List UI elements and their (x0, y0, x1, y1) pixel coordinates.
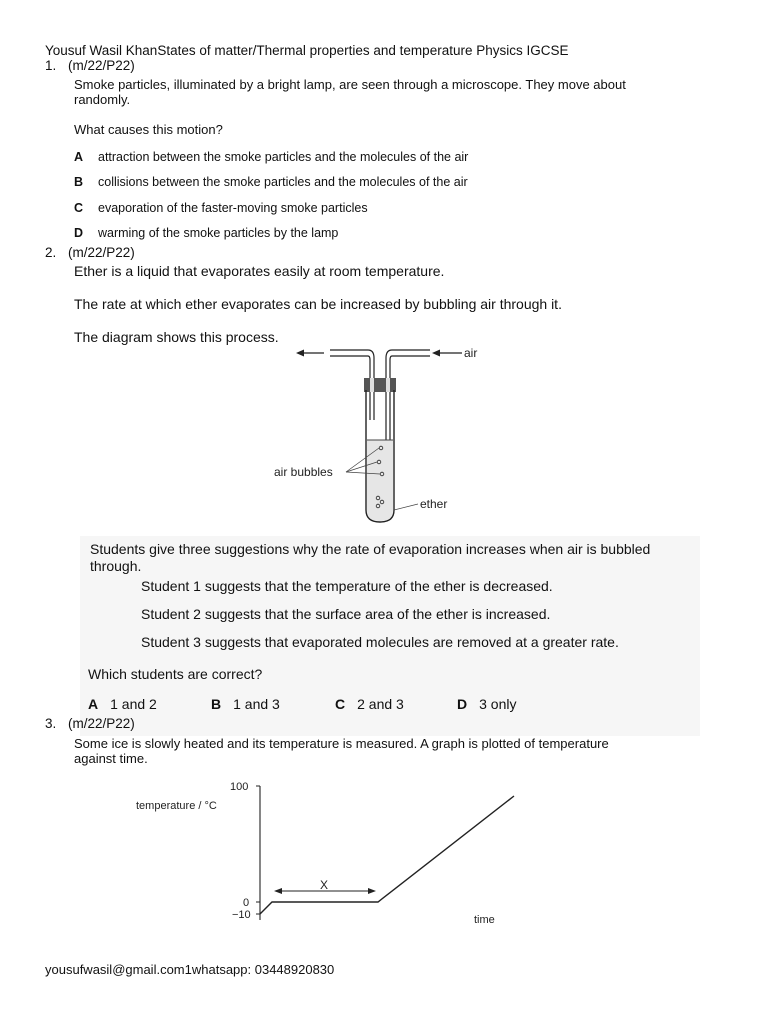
graph-ylabel: temperature / °C (136, 800, 217, 812)
option-text: 2 and 3 (357, 696, 404, 712)
q1-option-b (74, 175, 468, 189)
q2-student-3: Student 3 suggests that evaporated molecules are removed at a greater rate. (141, 634, 619, 650)
x-marker-label: X (320, 878, 329, 892)
q1-option-c (74, 201, 368, 215)
option-text: 1 and 3 (233, 696, 280, 712)
option-letter: A (74, 150, 84, 164)
inlet-arrow-head (432, 350, 440, 357)
option-text: 1 and 2 (110, 696, 157, 712)
x-marker-arrow-left (274, 888, 282, 894)
q1-stem: Smoke particles, illuminated by a bright lamp, are seen through a microscope. They move about randomly. (74, 77, 626, 107)
heating-graph (120, 772, 540, 932)
q1-number: 1. (45, 58, 57, 73)
label-air: air (464, 346, 478, 360)
option-letter: A (88, 696, 99, 712)
option-text: 3 only (479, 696, 517, 712)
option-letter: C (74, 201, 84, 215)
q2-line3: The diagram shows this process. (74, 329, 279, 345)
heating-curve (260, 796, 514, 914)
tick-label-100: 100 (230, 781, 249, 793)
q1-source: (m/22/P22) (68, 58, 135, 73)
x-marker-arrow-right (368, 888, 376, 894)
q3-source: (m/22/P22) (68, 716, 135, 731)
q2-option-d (457, 696, 516, 712)
q2-option-c (335, 696, 404, 712)
q2-heading (45, 245, 135, 260)
q2-number: 2. (45, 245, 57, 260)
q2-intro: Students give three suggestions why the rate of evaporation increases when air is bubbled through. (90, 541, 651, 574)
option-letter: C (335, 696, 346, 712)
option-letter: D (74, 226, 84, 240)
q2-line1: Ether is a liquid that evaporates easily at room temperature. (74, 263, 445, 279)
graph-xlabel: time (474, 914, 495, 926)
q2-line2: The rate at which ether evaporates can be increased by bubbling air through it. (74, 296, 562, 312)
label-ether: ether (420, 497, 448, 511)
stopper-hole-left (370, 378, 374, 392)
q2-source: (m/22/P22) (68, 245, 135, 260)
stopper (364, 378, 396, 392)
q1-question: What causes this motion? (74, 122, 223, 137)
option-text: evaporation of the faster-moving smoke particles (98, 201, 368, 215)
tick-label-0: 0 (243, 897, 250, 909)
q2-student-2: Student 2 suggests that the surface area of the ether is increased. (141, 606, 551, 622)
q1-option-a (74, 150, 468, 164)
q3-stem: Some ice is slowly heated and its temperature is measured. A graph is plotted of temperature against time. (74, 736, 609, 766)
option-text: warming of the smoke particles by the lamp (98, 226, 339, 240)
stopper-hole-right (386, 378, 390, 392)
q1-heading (45, 58, 135, 73)
option-text: attraction between the smoke particles and the molecules of the air (98, 150, 469, 164)
ether-liquid (367, 440, 393, 521)
ether-diagram (274, 340, 510, 530)
q2-option-b (211, 696, 280, 712)
option-letter: B (74, 175, 84, 189)
option-letter: B (211, 696, 222, 712)
q2-question: Which students are correct? (88, 666, 263, 682)
ether-leader (394, 504, 418, 510)
q1-option-d (74, 226, 338, 240)
q3-heading (45, 716, 135, 731)
page-header: Yousuf Wasil KhanStates of matter/Thermal properties and temperature Physics IGCSE (45, 43, 569, 58)
page-footer: yousufwasil@gmail.com1whatsapp: 03448920830 (45, 962, 335, 977)
q3-number: 3. (45, 716, 57, 731)
tick-label-minus10: −10 (232, 909, 251, 921)
label-air-bubbles: air bubbles (274, 465, 333, 479)
option-letter: D (457, 696, 468, 712)
outlet-arrow-head (296, 350, 304, 357)
option-text: collisions between the smoke particles and the molecules of the air (98, 175, 468, 189)
q2-option-a (88, 696, 157, 712)
q2-student-1: Student 1 suggests that the temperature of the ether is decreased. (141, 578, 553, 594)
